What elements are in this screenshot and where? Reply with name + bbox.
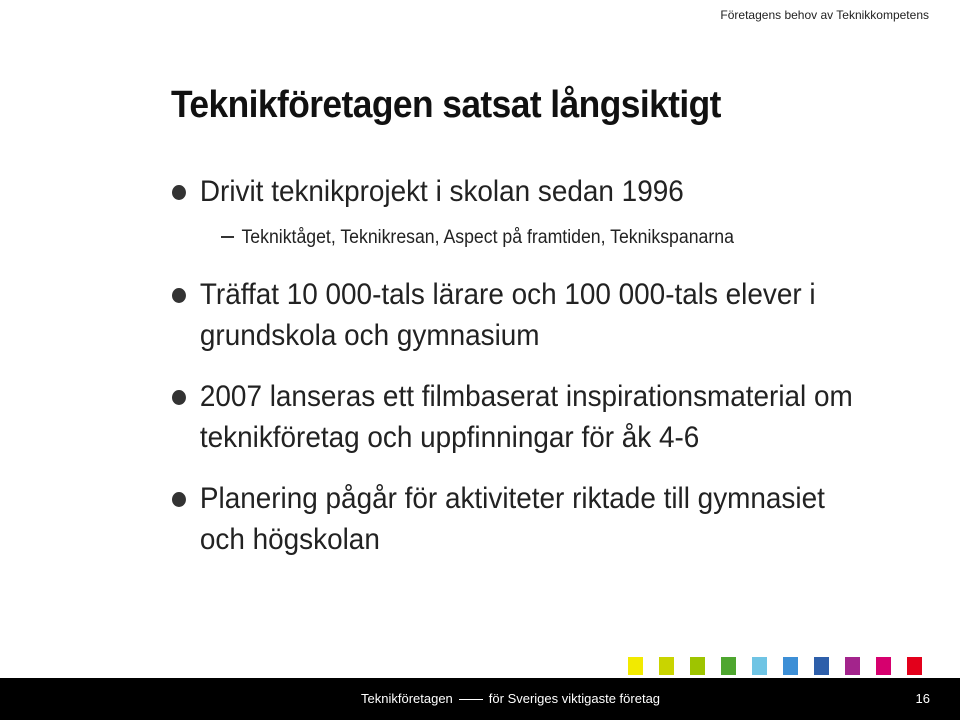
color-square [814, 657, 829, 675]
color-square [628, 657, 643, 675]
dash-icon [221, 236, 234, 238]
sub-bullet-text: Tekniktåget, Teknikresan, Aspect på framtiden, Teknikspanarna [241, 227, 734, 248]
footer-tagline: för Sveriges viktigaste företag [488, 691, 661, 706]
bullet-dot-icon [172, 492, 186, 507]
page-title: Teknikföretagen satsat långsiktigt [171, 84, 721, 126]
bullet-item [172, 171, 879, 212]
color-square [783, 657, 798, 675]
color-square [752, 657, 767, 675]
footer-bar [0, 678, 960, 720]
color-square [876, 657, 891, 675]
sub-bullet-item [221, 226, 734, 250]
footer-org: Teknikföretagen [361, 691, 453, 706]
footer-text [361, 691, 660, 706]
color-square [845, 657, 860, 675]
bullet-item [172, 478, 879, 560]
slide-header: Företagens behov av Teknikkompetens [720, 8, 929, 22]
brand-color-squares [628, 657, 960, 675]
dash-icon [459, 699, 483, 700]
color-square [907, 657, 922, 675]
bullet-text-continued: teknikföretag och uppfinningar för åk 4-6 [199, 421, 700, 454]
page-number: 16 [915, 691, 930, 706]
bullet-dot-icon [172, 185, 186, 200]
bullet-text: 2007 lanseras ett filmbaserat inspirationsmaterial om [199, 380, 853, 413]
bullet-text-continued: och högskolan [199, 523, 380, 556]
color-square [659, 657, 674, 675]
color-square [721, 657, 736, 675]
bullet-text: Planering pågår för aktiviteter riktade till gymnasiet [199, 482, 825, 515]
bullet-dot-icon [172, 390, 186, 405]
bullet-dot-icon [172, 288, 186, 303]
color-square [690, 657, 705, 675]
bullet-item [172, 274, 879, 356]
bullet-text-continued: grundskola och gymnasium [199, 319, 540, 352]
bullet-text: Träffat 10 000-tals lärare och 100 000-tals elever i [199, 278, 816, 311]
bullet-item [172, 376, 879, 458]
bullet-text: Drivit teknikprojekt i skolan sedan 1996 [199, 175, 684, 208]
